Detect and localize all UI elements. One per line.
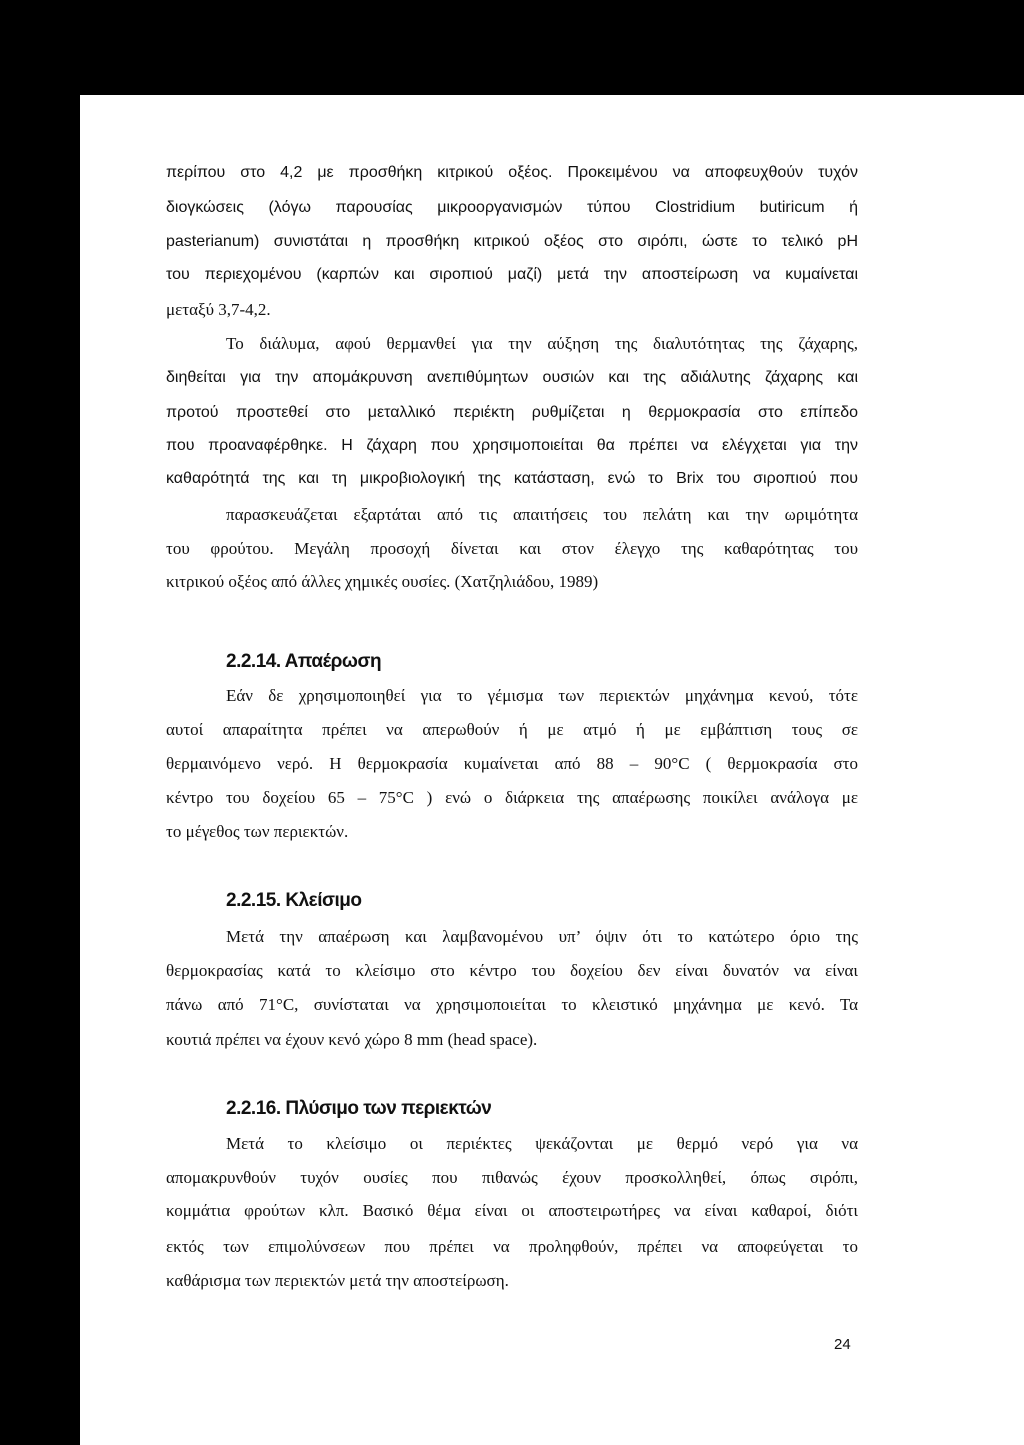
paragraph-2-line-8: κιτρικού οξέος από άλλες χημικές ουσίες. (Χατζηλιάδου, 1989) — [166, 572, 599, 591]
section-1-line-3: θερμαινόμενο νερό. Η θερμοκρασία κυμαίνεται από 88 – 90°C ( θερμοκρασία στο — [166, 754, 858, 773]
paragraph-2-line-1: Το διάλυμα, αφού θερμανθεί για την αύξηση της διαλυτότητας της ζάχαρης, — [226, 334, 858, 353]
section-3-line-3: κομμάτια φρούτων κλπ. Βασικό θέμα είναι οι αποστειρωτήρες να είναι καθαροί, διότι — [166, 1201, 858, 1220]
section-heading-2-2-15: 2.2.15. Κλείσιμο — [226, 890, 362, 911]
paragraph-1-line-4: του περιεχομένου (καρπών και σιροπιού μαζί) μετά την αποστείρωση να κυμαίνεται — [166, 266, 858, 283]
paragraph-2-line-3: προτού προστεθεί στο μεταλλικό περιέκτη ρυθμίζεται η θερμοκρασία στο επίπεδο — [166, 404, 858, 421]
paragraph-1-line-1: περίπου στο 4,2 με προσθήκη κιτρικού οξέος. Προκειμένου να αποφευχθούν τυχόν — [166, 164, 858, 181]
section-3-line-4: εκτός των επιμολύνσεων που πρέπει να προληφθούν, πρέπει να αποφεύγεται το — [166, 1237, 858, 1256]
section-1-line-2: αυτοί απαραίτητα πρέπει να απερωθούν ή με ατμό ή με εμβάπτιση τους σε — [166, 720, 858, 739]
paragraph-2-line-4: που προαναφέρθηκε. Η ζάχαρη που χρησιμοποιείται θα πρέπει να ελέγχεται για την — [166, 437, 858, 454]
section-heading-2-2-16: 2.2.16. Πλύσιμο των περιεκτών — [226, 1098, 492, 1119]
section-1-line-1: Εάν δε χρησιμοποιηθεί για το γέμισμα των περιεκτών μηχάνημα κενού, τότε — [226, 686, 858, 705]
section-3-line-2: απομακρυνθούν τυχόν ουσίες που πιθανώς έχουν προσκολληθεί, όπως σιρόπι, — [166, 1168, 858, 1187]
paragraph-1-line-2: διογκώσεις (λόγω παρουσίας μικροοργανισμών τύπου Clostridium butiricum ή — [166, 199, 858, 216]
section-2-line-4: κουτιά πρέπει να έχουν κενό χώρο 8 mm (head space). — [166, 1030, 538, 1049]
page-number: 24 — [834, 1336, 851, 1353]
document-page — [80, 95, 1024, 1445]
paragraph-2-line-5: καθαρότητά της και τη μικροβιολογική της κατάσταση, ενώ το Brix του σιροπιού που — [166, 470, 858, 487]
section-3-line-1: Μετά το κλείσιμο οι περιέκτες ψεκάζονται με θερμό νερό για να — [226, 1134, 858, 1153]
paragraph-2-line-2: διηθείται για την απομάκρυνση ανεπιθύμητων ουσιών και της αδιάλυτης ζάχαρης και — [166, 369, 858, 386]
paragraph-2-line-6: παρασκευάζεται εξαρτάται από τις απαιτήσεις του πελάτη και την ωριμότητα — [226, 505, 858, 524]
section-2-line-2: θερμοκρασίας κατά το κλείσιμο στο κέντρο του δοχείου δεν είναι δυνατόν να είναι — [166, 961, 858, 980]
section-1-line-4: κέντρο του δοχείου 65 – 75°C ) ενώ ο διάρκεια της απαέρωσης ποικίλει ανάλογα με — [166, 788, 858, 807]
paragraph-1-line-3: pasterianum) συνιστάται η προσθήκη κιτρικού οξέος στο σιρόπι, ώστε το τελικό pH — [166, 233, 858, 250]
section-3-line-5: καθάρισμα των περιεκτών μετά την αποστείρωση. — [166, 1271, 509, 1290]
paragraph-2-line-7: του φρούτου. Μεγάλη προσοχή δίνεται και στον έλεγχο της καθαρότητας του — [166, 539, 858, 558]
section-2-line-3: πάνω από 71°C, συνίσταται να χρησιμοποιείται το κλειστικό μηχάνημα με κενό. Τα — [166, 995, 858, 1014]
section-2-line-1: Μετά την απαέρωση και λαμβανομένου υπ’ όψιν ότι το κατώτερο όριο της — [226, 927, 858, 946]
paragraph-1-line-5: μεταξύ 3,7-4,2. — [166, 300, 271, 319]
section-heading-2-2-14: 2.2.14. Απαέρωση — [226, 651, 382, 672]
section-1-line-5: το μέγεθος των περιεκτών. — [166, 822, 349, 841]
